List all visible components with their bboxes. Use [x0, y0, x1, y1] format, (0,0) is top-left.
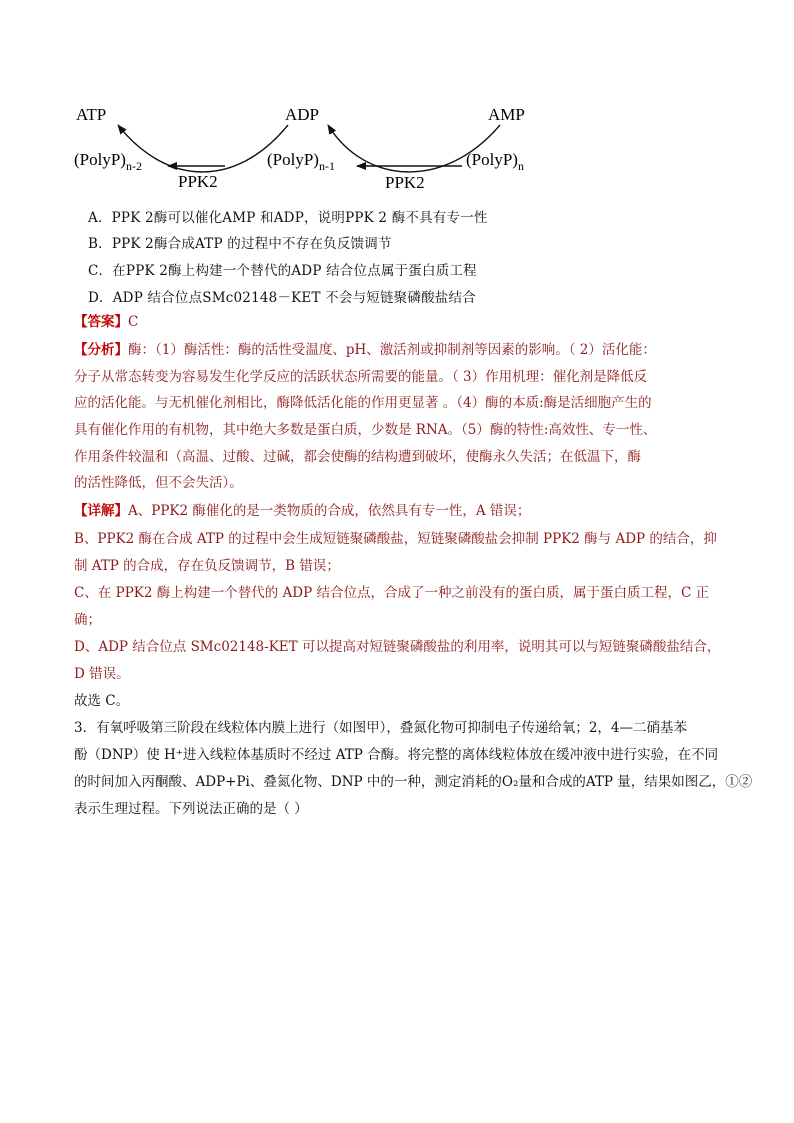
- detail-line-6: D、ADP 结合位点 SMc02148-KET 可以提高对短链聚磷酸盐的利用率，说明其可以与短链聚磷酸盐结合，: [74, 639, 721, 655]
- detail-line-4: C、在 PPK2 酶上构建一个替代的 ADP 结合位点，合成了一种之前没有的蛋白质，属于蛋白质工程，C 正: [74, 585, 710, 601]
- detail-line-7: D 错误。: [74, 666, 130, 682]
- analysis-line-2: 分子从常态转变为容易发生化学反应的活跃状态所需要的能量。（ 3）作用机理：催化剂是降低反: [74, 369, 648, 385]
- ppk2-label-left: PPK2: [178, 172, 218, 191]
- adp-to-atp-arrow: [118, 125, 288, 172]
- polyp-n-2: $(PolyP)_{n-2}$: [74, 150, 142, 173]
- detail-line-5: 确；: [74, 612, 101, 628]
- amp-label: AMP: [488, 105, 525, 124]
- option-d: D．ADP 结合位点SMc02148－KET 不会与短链聚磷酸盐结合: [88, 290, 476, 306]
- ppk2-reaction-diagram: [60, 95, 550, 205]
- option-c: C．在PPK 2酶上构建一个替代的ADP 结合位点属于蛋白质工程: [88, 263, 477, 279]
- analysis-line-4: 具有催化作用的有机物，其中绝大多数是蛋白质，少数是 RNA。（5）酶的特性:高效性、专一性、: [74, 422, 657, 438]
- answer-line: [74, 313, 138, 331]
- answer-tag: 【答案】: [74, 314, 128, 330]
- polyp-n-1: $(PolyP)_{n-1}$: [267, 150, 335, 173]
- analysis-line-1: 【分析】酶：（1）酶活性：酶的活性受温度、pH、激活剂或抑制剂等因素的影响。（ 2）活化能：: [74, 342, 656, 358]
- detail-line-2: B、PPK2 酶在合成 ATP 的过程中会生成短链聚磷酸盐，短链聚磷酸盐会抑制 PPK2 酶与 ADP 的结合，抑: [74, 531, 717, 547]
- detail-tag: 【详解】: [74, 503, 128, 519]
- option-a: A．PPK 2酶可以催化AMP 和ADP，说明PPK 2 酶不具有专一性: [88, 210, 488, 226]
- analysis-line-6: 的活性降低，但不会失活）。: [74, 475, 243, 491]
- ppk2-label-right: PPK2: [385, 173, 425, 192]
- option-b: B．PPK 2酶合成ATP 的过程中不存在负反馈调节: [88, 236, 392, 252]
- atp-label: ATP: [76, 105, 107, 124]
- polyp-n: $(PolyP)_n$: [466, 150, 524, 173]
- analysis-line-5: 作用条件较温和（高温、过酸、过碱，都会使酶的结构遭到破坏，使酶永久失活；在低温下，酶: [74, 449, 641, 465]
- question3-line-1: 3．有氧呼吸第三阶段在线粒体内膜上进行（如图甲），叠氮化物可抑制电子传递给氧；2，4—二硝基苯: [74, 720, 688, 736]
- detail-line-1: 【详解】A、PPK2 酶催化的是一类物质的合成，依然具有专一性，A 错误；: [74, 503, 531, 519]
- question3-line-4: 表示生理过程。下列说法正确的是（ ）: [74, 801, 308, 817]
- question3-line-2: 酚（DNP）使 H⁺进入线粒体基质时不经过 ATP 合酶。将完整的离体线粒体放在缓冲液中进行实验，在不同: [74, 747, 719, 763]
- adp-label: ADP: [285, 105, 320, 124]
- detail-conclusion: 故选 C。: [74, 693, 130, 709]
- detail-line-3: 制 ATP 的合成，存在负反馈调节，B 错误；: [74, 558, 340, 574]
- analysis-tag: 【分析】: [74, 342, 128, 358]
- analysis-line-3: 应的活化能。与无机催化剂相比，酶降低活化能的作用更显著 。（4）酶的本质:酶是活细胞产生的: [74, 395, 652, 411]
- answer-value: C: [128, 314, 139, 330]
- question3-line-3: 的时间加入丙酮酸、ADP+Pi、叠氮化物、DNP 中的一种，测定消耗的O₂量和合成的ATP 量，结果如图乙，①②: [74, 774, 753, 790]
